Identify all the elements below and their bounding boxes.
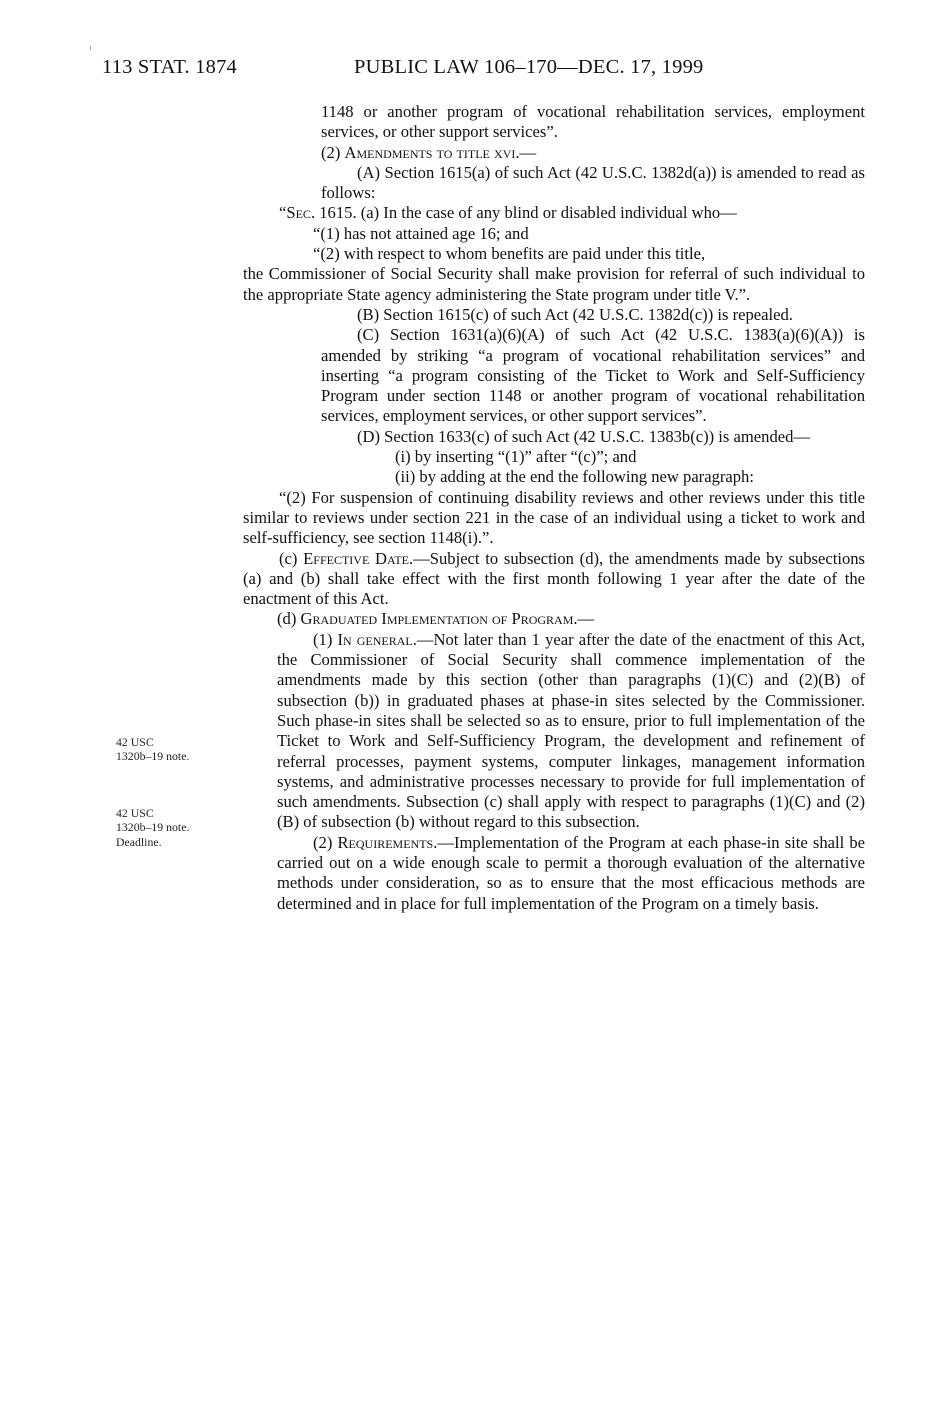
margin-note-line: 42 USC [116,735,154,749]
paragraph-continuation: 1148 or another program of vocational rehabilitation services, employment services, or other support services”. [321,102,865,142]
clause-ii: (ii) by adding at the end the following new paragraph: [395,467,754,487]
paragraph-2-requirements [243,833,865,914]
new-paragraph-2: “(2) For suspension of continuing disability reviews and other reviews under this title similar to reviews under section 221 in the case of an individual using a ticket to work and self-sufficiency, see section 1148(i).”. [243,487,865,548]
subsection-heading: Effective Date [303,548,410,568]
subsection-number: (d) [277,609,301,629]
subsection-number: (c) [279,548,304,568]
section-text: . 1615. (a) In the case of any blind or disabled individual who— [310,203,737,223]
paragraph-1-in-general [243,630,865,833]
heading-dash: .— [573,609,595,629]
paragraph-text: .—Not later than 1 year after the date of the enactment of this Act, the Commissioner of Social Security shall commence implementation of the amendments made by this section (other than paragraphs (1)(C) and (2)(B) of subsection (b)) in graduated phases at phase-in sites selected by the Commissioner. Such phase-in sites shall be selected so as to ensure, prior to full implementation of the Ticket to Work and Self-Sufficiency Program, the development and refinement of referral processes, payment systems, computer linkages, management information systems, and administrative processes necessary to provide for full implementation of such amendments. Subsection (c) shall apply with respect to paragraphs (1)(C) and (2)(B) of subsection (b) without regard to this subsection. [277,629,866,832]
paragraph-number: (1) [313,629,338,649]
clause-i: (i) by inserting “(1)” after “(c)”; and [395,447,637,467]
heading-dash: .— [515,142,537,162]
margin-note-graduated-implementation [116,806,226,849]
page-mark [90,46,91,50]
margin-note-line: 1320b–19 note. [116,749,190,764]
paragraph-heading: Requirements [337,832,434,852]
paragraph-amendments-title-xvi [243,143,865,163]
public-law-title: PUBLIC LAW 106–170—DEC. 17, 1999 [354,56,704,78]
margin-note-line: 1320b–19 note. [116,820,190,835]
subparagraph-d: (D) Section 1633(c) of such Act (42 U.S.C. 1383b(c)) is amended— [357,426,811,446]
subparagraph-c: (C) Section 1631(a)(6)(A) of such Act (42 U.S.C. 1383(a)(6)(A)) is amended by striking “a program of vocational rehabilitation services” and inserting “a program consisting of the Ticket to Work and Self-Sufficiency Program under section 1148 or another program of vocational rehabilitation services, employment services, or other support services”. [321,325,865,426]
paragraph-number: (2) [313,832,338,852]
subsection-c-effective-date [243,549,865,610]
section-1615-text [243,203,865,223]
margin-note-line: Deadline. [116,834,162,849]
subsection-heading: Graduated Implementation of Program [300,609,574,629]
margin-note-effective-date [116,735,226,764]
clause-1: “(1) has not attained age 16; and [313,223,529,243]
statute-page-number: 113 STAT. 1874 [102,56,237,78]
paragraph-heading: In general [337,629,413,649]
subsection-text: .—Subject to subsection (d), the amendments made by subsections (a) and (b) shall take effect with the first month following 1 year after the date of the enactment of this Act. [243,548,865,609]
paragraph-heading: Amendments to title xvi [344,142,516,162]
subparagraph-b: (B) Section 1615(c) of such Act (42 U.S.C. 1382d(c)) is repealed. [357,304,793,324]
section-label: Sec [286,203,311,223]
body-text [243,102,865,914]
subsection-d-heading [243,609,865,629]
margin-note-line: 42 USC [116,806,154,820]
open-quote: “ [279,203,287,223]
subparagraph-a: (A) Section 1615(a) of such Act (42 U.S.C. 1382d(a)) is amended to read as follows: [321,162,865,203]
paragraph-text: .—Implementation of the Program at each phase-in site shall be carried out on a wide enough scale to permit a thorough evaluation of the alternative methods under consideration, so as to ensure that the most efficacious methods are determined and in place for full implementation of the Program on a timely basis. [277,832,866,913]
clause-2: “(2) with respect to whom benefits are paid under this title, [313,244,706,264]
paragraph-number: (2) [321,142,345,162]
flush-text: the Commissioner of Social Security shall make provision for referral of such individual to the appropriate State agency administering the State program under title V.”. [243,264,865,304]
